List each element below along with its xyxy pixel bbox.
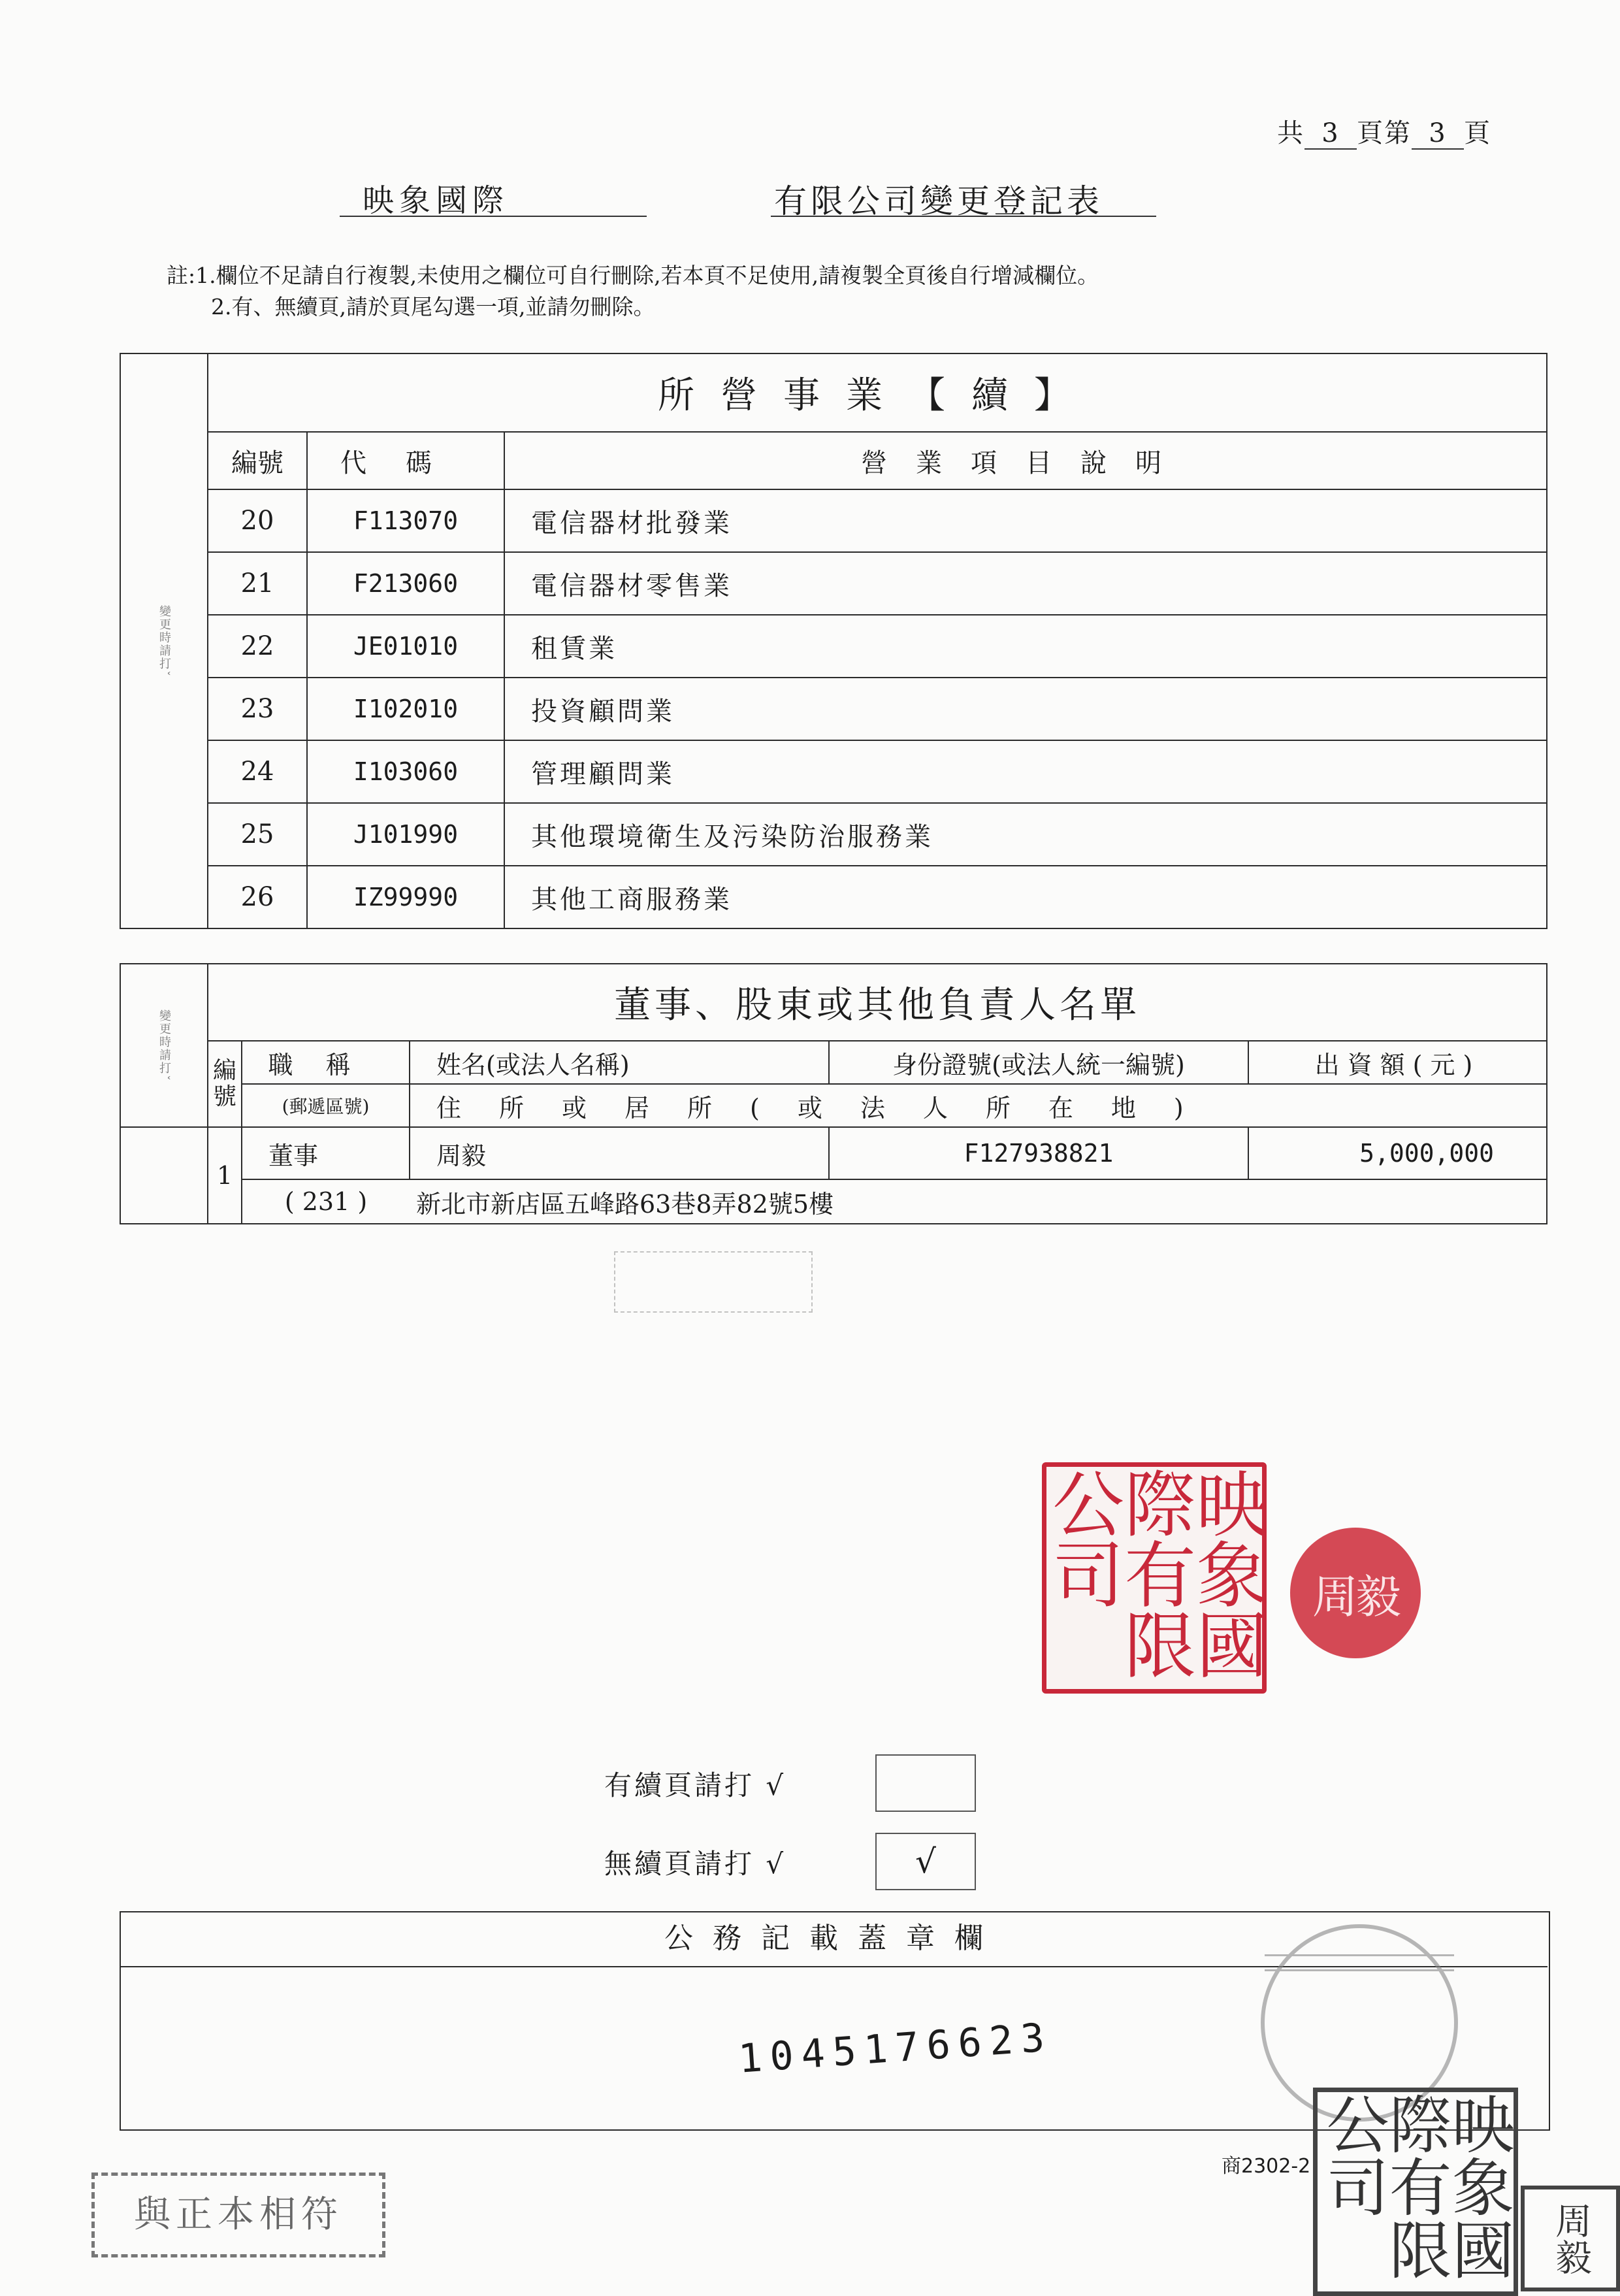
form-title-underline	[771, 216, 1156, 217]
row-code: J101990	[307, 803, 504, 866]
official-record-title: 公務記載蓋章欄	[120, 1911, 1547, 1967]
table-row	[120, 678, 1547, 740]
row-no: 22	[208, 615, 307, 678]
row-code: F113070	[307, 489, 504, 552]
row-no: 21	[208, 552, 307, 615]
page-current: 3	[1412, 118, 1464, 150]
table-row	[120, 866, 1547, 928]
directors-table	[120, 963, 1547, 1224]
header-name: 姓名(或法人名稱)	[410, 1041, 829, 1084]
table-row	[120, 740, 1547, 803]
business-items-table	[120, 353, 1547, 929]
company-seal-gray	[1313, 2088, 1518, 2296]
certified-true-copy-stamp: 與正本相符	[91, 2173, 385, 2257]
date-stamp-date	[1265, 1954, 1454, 1971]
business-change-mark-label: 變更時請打ˇ	[120, 353, 208, 928]
row-no: 24	[208, 740, 307, 803]
faded-stamp	[614, 1251, 813, 1313]
table-row	[120, 803, 1547, 866]
row-code: JE01010	[307, 615, 504, 678]
form-code: 商2302-2	[1222, 2155, 1311, 2178]
company-seal-gray-text: 映象國際有限公司	[1316, 2092, 1515, 2280]
header-code: 代碼	[307, 432, 504, 489]
header-capital: 出資額(元)	[1248, 1041, 1547, 1084]
row-no: 20	[208, 489, 307, 552]
director-postal: ( 231 )	[242, 1179, 410, 1224]
table-row	[120, 552, 1547, 615]
row-desc: 管理顧問業	[504, 740, 1547, 803]
row-code: I103060	[307, 740, 504, 803]
has-continuation-checkbox[interactable]	[875, 1754, 976, 1812]
header-position: 職稱	[242, 1041, 410, 1084]
table-row	[120, 1179, 1547, 1224]
director-capital: 5,000,000	[1248, 1127, 1547, 1179]
header-address: 住所或居所(或法人所在地)	[410, 1084, 1547, 1127]
notes	[167, 260, 1099, 323]
director-name: 周毅	[410, 1127, 829, 1179]
page-counter-prefix: 共	[1277, 118, 1304, 148]
director-no: 1	[208, 1127, 242, 1224]
row-desc: 電信器材零售業	[504, 552, 1547, 615]
page-total: 3	[1304, 118, 1357, 150]
person-seal-red	[1290, 1528, 1421, 1658]
row-desc: 租賃業	[504, 615, 1547, 678]
row-no: 26	[208, 866, 307, 928]
directors-table-title: 董事、股東或其他負責人名單	[208, 964, 1547, 1041]
person-seal-gray-text: 周毅	[1549, 2202, 1592, 2275]
header-no: 編號	[208, 432, 307, 489]
table-row	[120, 489, 1547, 552]
row-no: 23	[208, 678, 307, 740]
no-continuation-checkbox[interactable]: √	[875, 1833, 976, 1890]
row-code: IZ99990	[307, 866, 504, 928]
company-seal-red	[1042, 1462, 1267, 1694]
page-counter-suffix: 頁	[1464, 118, 1491, 148]
person-seal-gray	[1521, 2186, 1620, 2291]
header-id: 身份證號(或法人統一編號)	[829, 1041, 1248, 1084]
director-address: 新北市新店區五峰路63巷8弄82號5樓	[410, 1179, 1547, 1224]
note-1: 註:1.欄位不足請自行複製,未使用之欄位可自行刪除,若本頁不足使用,請複製全頁後自行增減欄位。	[167, 263, 1099, 288]
company-seal-text: 映象國際有限公司	[1041, 1467, 1268, 1679]
row-code: F213060	[307, 552, 504, 615]
header-no: 編號	[208, 1041, 242, 1127]
row-code: I102010	[307, 678, 504, 740]
director-id: F127938821	[829, 1127, 1248, 1179]
directors-change-mark-label: 變更時請打ˇ	[120, 964, 208, 1127]
row-desc: 電信器材批發業	[504, 489, 1547, 552]
change-mark-cell	[120, 1127, 208, 1224]
registration-number: 1045176623	[737, 2014, 1054, 2082]
header-desc: 營業項目說明	[504, 432, 1547, 489]
header-postal: (郵遞區號)	[242, 1084, 410, 1127]
row-desc: 其他環境衛生及污染防治服務業	[504, 803, 1547, 866]
row-no: 25	[208, 803, 307, 866]
no-continuation-label: 無續頁請打 √	[604, 1848, 786, 1880]
has-continuation-label: 有續頁請打 √	[604, 1769, 786, 1801]
page-counter	[1277, 112, 1491, 150]
table-row	[120, 615, 1547, 678]
row-desc: 投資顧問業	[504, 678, 1547, 740]
person-seal-text: 周毅	[1312, 1569, 1399, 1624]
company-name-underline	[340, 216, 647, 217]
page-counter-middle: 頁第	[1357, 118, 1412, 148]
director-position: 董事	[242, 1127, 410, 1179]
note-2: 2.有、無續頁,請於頁尾勾選一項,並請勿刪除。	[211, 294, 655, 320]
row-desc: 其他工商服務業	[504, 866, 1547, 928]
form-title: 有限公司變更登記表	[774, 182, 1103, 220]
business-table-title: 所營事業【續】	[208, 353, 1547, 432]
table-row	[120, 1127, 1547, 1179]
company-name: 映象國際	[363, 182, 510, 219]
